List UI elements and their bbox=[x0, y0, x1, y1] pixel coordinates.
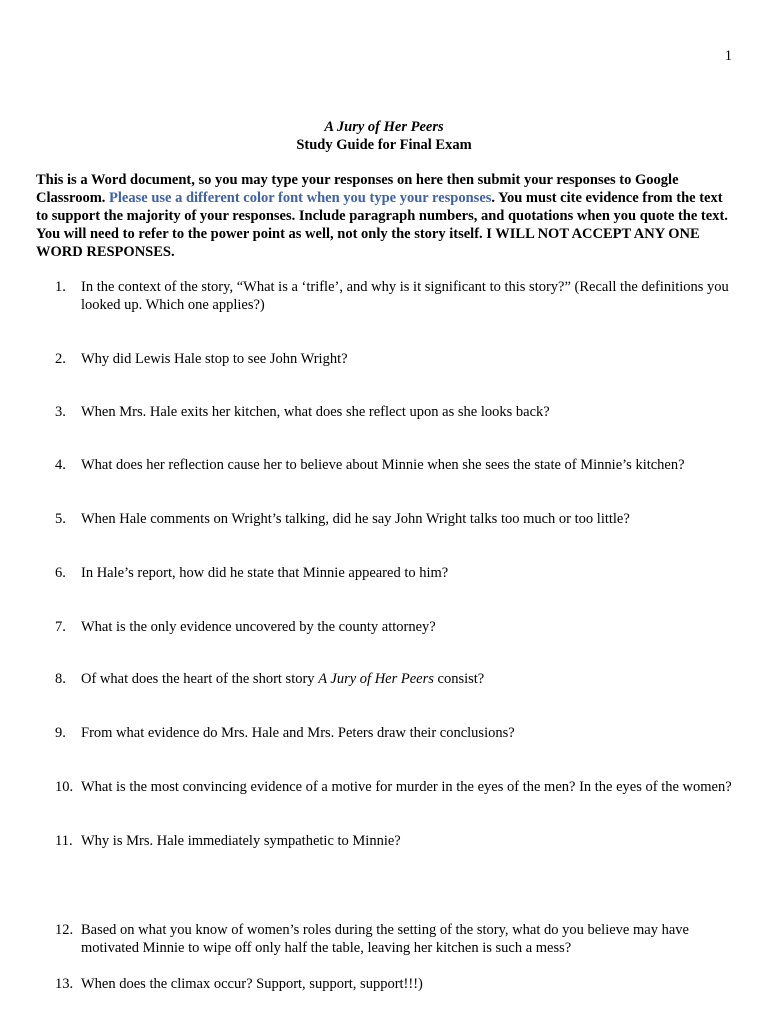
question-10 bbox=[55, 778, 735, 796]
question-number: 8. bbox=[55, 671, 66, 687]
question-number: 10. bbox=[55, 779, 74, 795]
question-12 bbox=[55, 921, 735, 957]
question-text: In Hale’s report, how did he state that Minnie appeared to him? bbox=[81, 565, 449, 581]
question-5 bbox=[55, 510, 735, 528]
page-number: 1 bbox=[724, 48, 732, 64]
question-number: 11. bbox=[55, 833, 73, 849]
instructions-part-1: This is a Word document, so you may type your responses on here then submit your responses to Google Classroom. bbox=[36, 172, 679, 206]
story-title: A Jury of Her Peers bbox=[324, 119, 444, 135]
question-2 bbox=[55, 350, 735, 368]
question-text: What is the only evidence uncovered by the county attorney? bbox=[81, 619, 436, 635]
question-number: 6. bbox=[55, 565, 66, 581]
question-text: Why is Mrs. Hale immediately sympathetic to Minnie? bbox=[81, 833, 401, 849]
question-11 bbox=[55, 832, 735, 850]
question-text: When Mrs. Hale exits her kitchen, what does she reflect upon as she looks back? bbox=[81, 404, 550, 420]
question-text-before: Of what does the heart of the short story bbox=[81, 671, 319, 687]
question-1 bbox=[55, 278, 735, 314]
question-text: What does her reflection cause her to believe about Minnie when she sees the state of Minnie’s kitchen? bbox=[81, 457, 685, 473]
question-number: 12. bbox=[55, 922, 74, 938]
question-4 bbox=[55, 456, 735, 474]
question-number: 9. bbox=[55, 725, 66, 741]
question-6 bbox=[55, 564, 735, 582]
question-text: Why did Lewis Hale stop to see John Wright? bbox=[81, 351, 348, 367]
instructions-highlight: Please use a different color font when you type your responses bbox=[109, 190, 492, 206]
question-number: 1. bbox=[55, 279, 66, 295]
question-number: 13. bbox=[55, 976, 74, 992]
question-text: What is the most convincing evidence of a motive for murder in the eyes of the men? In the eyes of the women? bbox=[81, 779, 732, 795]
instructions-part-2: . You must cite evidence from the text to support the majority of your responses. Include paragraph numbers, and quotations when you quote the text. You will need to refer to the power point as well, not only the story itself. I WILL NOT ACCEPT ANY ONE WORD RESPONSES. bbox=[36, 190, 728, 260]
question-text: When Hale comments on Wright’s talking, did he say John Wright talks too much or too little? bbox=[81, 511, 630, 527]
question-text: When does the climax occur? Support, support, support!!!) bbox=[81, 976, 423, 992]
question-text-after: consist? bbox=[433, 671, 485, 687]
question-number: 2. bbox=[55, 351, 66, 367]
question-9 bbox=[55, 724, 735, 742]
question-text: From what evidence do Mrs. Hale and Mrs. Peters draw their conclusions? bbox=[81, 725, 515, 741]
question-text: In the context of the story, “What is a ‘trifle’, and why is it significant to this story?” (Recall the definitions you looked up. Which one applies?) bbox=[81, 279, 729, 313]
document-title bbox=[0, 118, 768, 154]
question-3 bbox=[55, 403, 735, 421]
question-13 bbox=[55, 975, 735, 993]
question-number: 3. bbox=[55, 404, 66, 420]
question-number: 5. bbox=[55, 511, 66, 527]
question-8 bbox=[55, 670, 735, 688]
question-text bbox=[81, 670, 735, 688]
question-text: Based on what you know of women’s roles during the setting of the story, what do you believe may have motivated Minnie to wipe off only half the table, leaving her kitchen is such a mess? bbox=[81, 922, 689, 956]
question-number: 7. bbox=[55, 619, 66, 635]
study-guide-title: Study Guide for Final Exam bbox=[296, 137, 472, 153]
question-7 bbox=[55, 618, 735, 636]
story-title-inline: A Jury of Her Peers bbox=[318, 671, 434, 687]
instructions-paragraph bbox=[36, 171, 736, 261]
question-number: 4. bbox=[55, 457, 66, 473]
